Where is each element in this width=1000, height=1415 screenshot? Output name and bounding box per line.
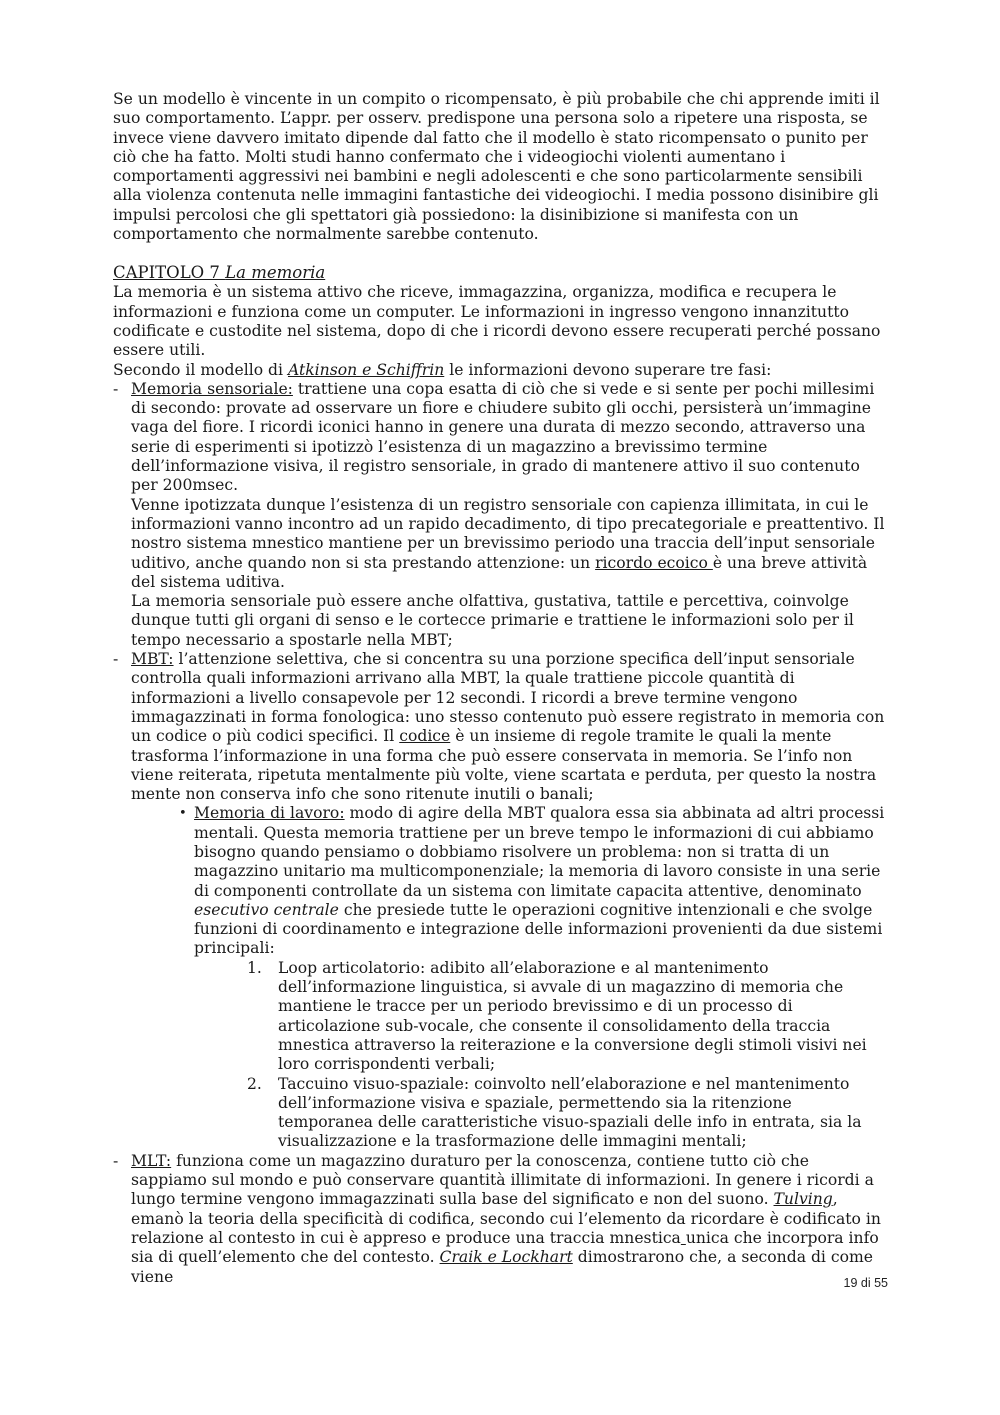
term-mbt: MBT:: [131, 650, 174, 669]
model-intro: [113, 361, 888, 380]
chapter-label: CAPITOLO 7: [113, 263, 226, 283]
mbt-paragraph: [131, 650, 888, 804]
dash-marker: -: [113, 1151, 119, 1170]
list-item-sensory-memory: [113, 380, 888, 650]
term-sensory-memory: Memoria sensoriale:: [131, 379, 293, 398]
dash-marker: -: [113, 650, 119, 669]
page-number: 19 di 55: [843, 1276, 888, 1290]
working-memory-text-a: modo di agire della MBT qualora essa sia abbinata ad altri processi mentali. Questa memoria trattiene per un breve tempo le informazioni di cui abbiamo bisogno quando pensiamo o dobbiamo risolvere un problema: non si tratta di un magazzino unitario ma multicomponenziale; la memoria di lavoro consiste in una serie di componenti controllate da un sistema con limitate capacita attentive, denominato: [194, 804, 885, 900]
model-intro-before: Secondo il modello di: [113, 360, 288, 379]
sensory-text-2b: è una breve attività del sistema uditiva.: [131, 553, 868, 591]
model-intro-after: le informazioni devono superare tre fasi:: [444, 360, 772, 379]
author-atkinson-schiffrin: Atkinson e Schiffrin: [287, 360, 445, 379]
author-tulving: Tulving: [773, 1190, 833, 1209]
mbt-text-b: è un insieme di regole tramite le quali la mente trasforma l’informazione in una forma che può essere conservata in memoria. Se l’info non viene reiterata, ripetuta mentalmente più volte, viene scartata e perduta, per questo la nostra mente non conserva info che sono ritenute inutili o banali;: [131, 727, 877, 804]
mlt-text-4: dimostrarono che, a seconda di come viene: [131, 1248, 874, 1286]
sensory-paragraph-1: [131, 380, 888, 496]
term-mlt: MLT:: [131, 1151, 172, 1170]
author-craik-lockhart: Craik e Lockhart: [439, 1248, 573, 1267]
number-marker: 1.: [247, 958, 262, 977]
paragraph-gap: [113, 244, 888, 263]
working-memory-text-b: che presiede tutte le operazioni cognitive intenzionali e che svolge funzioni di coordinamento e integrazione delle informazioni provenienti da due sistemi principali:: [194, 900, 883, 958]
bullet-marker: •: [179, 806, 187, 822]
mlt-text-3: unica che incorpora info sia di quell’elemento che del contesto.: [131, 1228, 879, 1267]
working-memory-paragraph: [194, 804, 888, 958]
number-marker: 2.: [247, 1074, 262, 1093]
list-item-working-memory: [113, 804, 888, 958]
sensory-paragraph-2: [131, 496, 888, 592]
visuospatial-sketchpad-text: Taccuino visuo-spaziale: coinvolto nell’elaborazione e nel mantenimento dell’informazione visiva e spaziale, permettendo sia la ritenzione temporanea delle caratteristiche visuo-spaziali delle info in entrata, sia la visualizzazione e la trasformazione delle immagini mentali;: [278, 1074, 862, 1151]
mlt-paragraph: [131, 1152, 888, 1287]
term-working-memory: Memoria di lavoro:: [194, 804, 345, 823]
phonological-loop-text: Loop articolatorio: adibito all’elaborazione e al mantenimento dell’informazione linguistica, si avvale di un magazzino di memoria che mantiene le tracce per un periodo brevissimo e di un processo di articolazione sub-vocale, che consente il consolidamento della traccia mnestica attraverso la reiterazione e la conversione degli stimoli visivi nei loro corrispondenti verbali;: [278, 958, 867, 1074]
sensory-paragraph-3: La memoria sensoriale può essere anche olfattiva, gustativa, tattile e percettiva, coinvolge dunque tutti gli organi di senso e le cortecce primarie e trattiene le informazioni solo per il tempo necessario a spostarle nella MBT;: [131, 592, 854, 649]
list-item-visuospatial-sketchpad: [113, 1075, 888, 1152]
mlt-text-2: , emanò la teoria della specificità di codifica, secondo cui l’elemento da ricordare è codificato in relazione al contesto in cui è appreso e produce una traccia mnestica: [131, 1190, 881, 1247]
intro-paragraph: Se un modello è vincente in un compito o ricompensato, è più probabile che chi apprende imiti il suo comportamento. L’appr. per osserv. predispone una persona solo a ripetere una risposta, se invece viene davvero imitato dipende dal fatto che il modello è stato ricompensato o punito per ciò che ha fatto. Molti studi hanno confermato che i videogiochi violenti aumentano i comportamenti aggressivi nei bambini e negli adolescenti e che sono particolarmente sensibili alla violenza contenuta nelle immagini fantastiche dei videogiochi. I media possono disinibire gli impulsi percolosi che gli spettatori già possiedono: la disinibizione si manifesta con un comportamento che normalmente sarebbe contenuto.: [113, 90, 880, 244]
mbt-text-a: l’attenzione selettiva, che si concentra su una porzione specifica dell’input sensoriale controlla quali informazioni arrivano alla MBT, la quale trattiene piccole quantità di informazioni a livello consapevole per 12 secondi. I ricordi a breve termine vengono immagazzinati in forma fonologica: uno stesso contenuto può essere registrato in memoria con un codice o più codici specifici. Il: [131, 650, 885, 746]
sensory-text-2a: Venne ipotizzata dunque l’esistenza di un registro sensoriale con capienza illimitata, in cui le informazioni vanno incontro ad un rapido decadimento, di tipo precategoriale e preattentivo. Il nostro sistema mnestico mantiene per un brevissimo periodo una traccia dell’input sensoriale uditivo, anche quando non si sta prestando attenzione: un: [131, 495, 885, 572]
term-echoic-memory: ricordo ecoico: [595, 553, 713, 572]
list-item-mlt: [113, 1152, 888, 1287]
dash-marker: -: [113, 379, 119, 398]
list-item-mbt: [113, 650, 888, 804]
sensory-text-1: trattiene una copa esatta di ciò che si vede e si sente per pochi millesimi di secondo: provate ad osservare un fiore e chiudere subito gli occhi, persisterà un’immagine vaga del fiore. I ricordi iconici hanno in genere una durata di mezzo secondo, attraverso una serie di esperimenti si ipotizzò l’esistenza di un magazzino a brevissimo termine dell’informazione visiva, il registro sensoriale, in grado di mantenere attivo il suo contenuto per 200msec.: [131, 379, 875, 495]
memory-definition: La memoria è un sistema attivo che riceve, immagazzina, organizza, modifica e recupera le informazioni e funziona come un computer. Le informazioni in ingresso vengono innanzitutto codificate e custodite nel sistema, dopo di che i ricordi devono essere recuperati perché possano essere utili.: [113, 283, 881, 360]
chapter-heading: [113, 263, 888, 283]
list-item-phonological-loop: [113, 959, 888, 1075]
term-central-executive: esecutivo centrale: [194, 900, 339, 919]
document-page: [113, 90, 888, 1287]
term-codice: codice: [399, 727, 451, 746]
chapter-title: La memoria: [225, 263, 326, 283]
mlt-text-1: funziona come un magazzino duraturo per la conoscenza, contiene tutto ciò che sappiamo sul mondo e può conservare quantità illimitate di informazioni. In genere i ricordi a lungo termine vengono immagazzinati sulla base del significato e non del suono.: [131, 1151, 874, 1209]
